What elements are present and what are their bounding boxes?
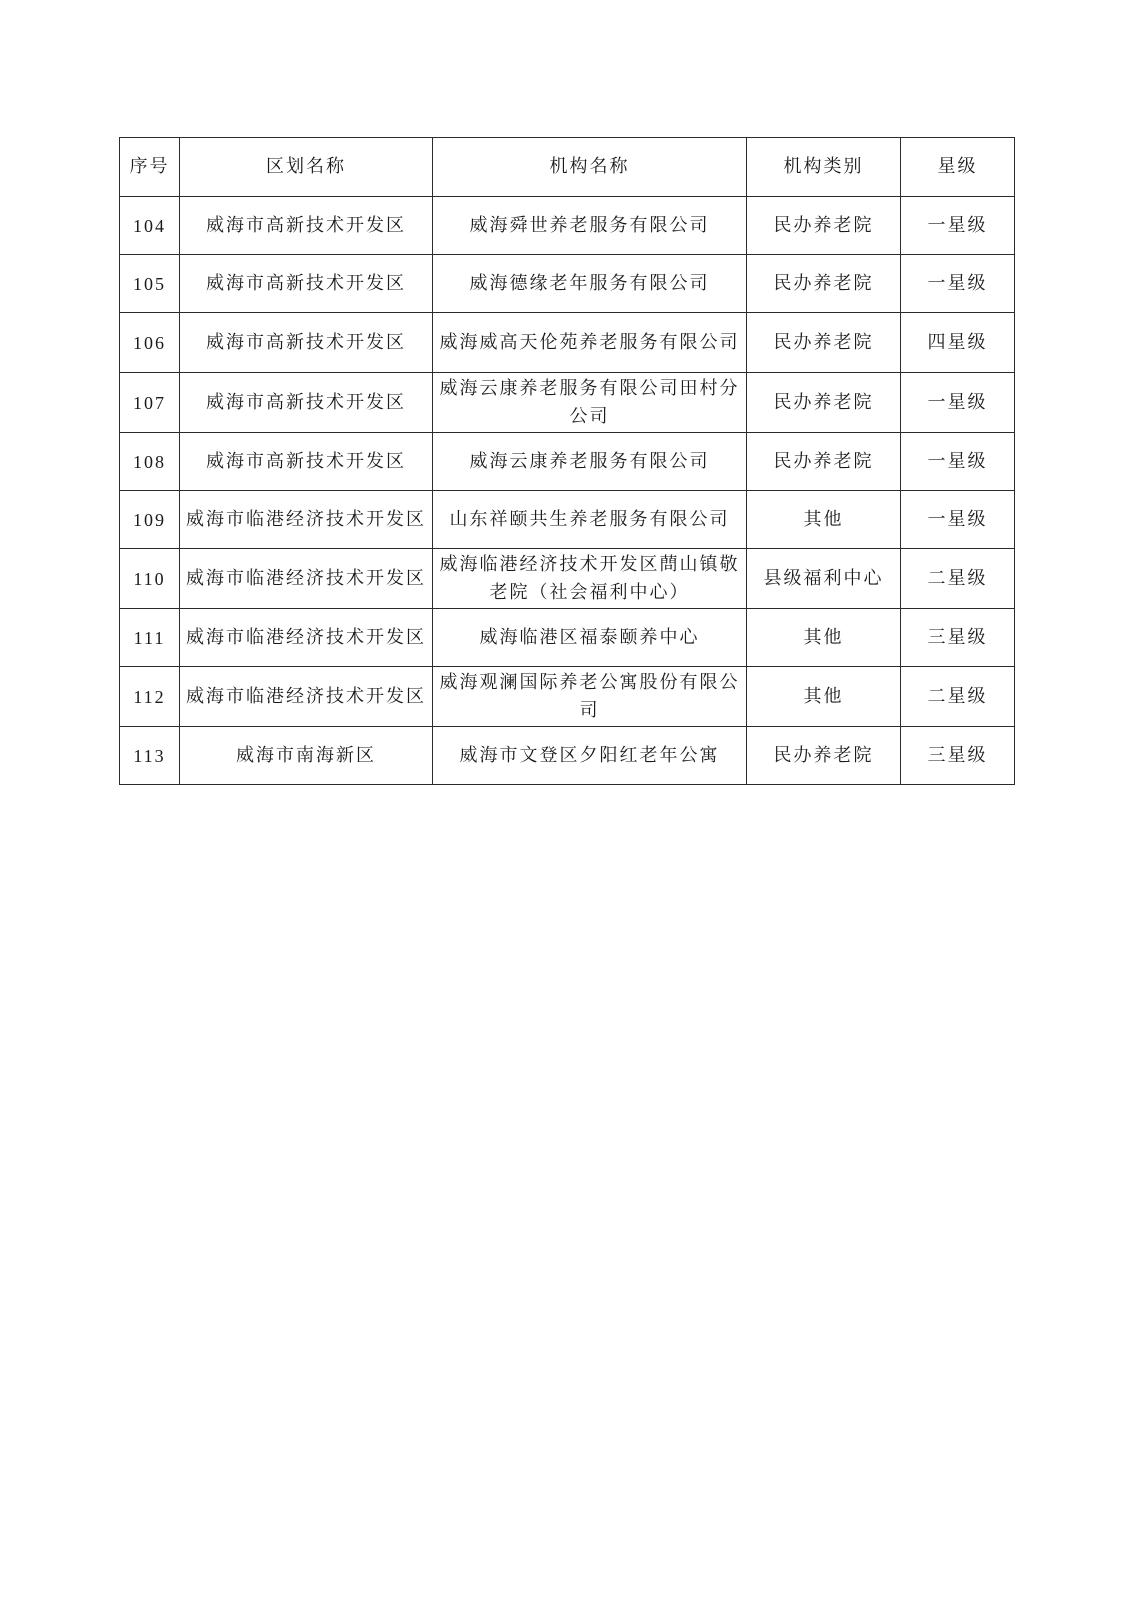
- header-name: 机构名称: [433, 138, 747, 197]
- cell-name: 威海舜世养老服务有限公司: [433, 197, 747, 255]
- cell-region: 威海市高新技术开发区: [180, 255, 433, 313]
- table-row: [120, 609, 1015, 667]
- cell-region: 威海市高新技术开发区: [180, 433, 433, 491]
- cell-name: 威海云康养老服务有限公司: [433, 433, 747, 491]
- table-body: [120, 197, 1015, 785]
- cell-region: 威海市临港经济技术开发区: [180, 667, 433, 727]
- cell-level: 一星级: [901, 255, 1015, 313]
- cell-name: 威海临港经济技术开发区蔄山镇敬老院（社会福利中心）: [433, 549, 747, 609]
- cell-level: 二星级: [901, 667, 1015, 727]
- cell-type: 其他: [747, 667, 901, 727]
- cell-name: 威海市文登区夕阳红老年公寓: [433, 727, 747, 785]
- cell-level: 一星级: [901, 373, 1015, 433]
- cell-seq: 113: [120, 727, 180, 785]
- cell-type: 民办养老院: [747, 197, 901, 255]
- header-level: 星级: [901, 138, 1015, 197]
- cell-level: 二星级: [901, 549, 1015, 609]
- cell-level: 三星级: [901, 609, 1015, 667]
- cell-name: 威海云康养老服务有限公司田村分公司: [433, 373, 747, 433]
- cell-seq: 107: [120, 373, 180, 433]
- cell-region: 威海市高新技术开发区: [180, 313, 433, 373]
- institution-table: [119, 137, 1015, 785]
- header-row: [120, 138, 1015, 197]
- header-seq: 序号: [120, 138, 180, 197]
- header-region: 区划名称: [180, 138, 433, 197]
- cell-seq: 105: [120, 255, 180, 313]
- cell-type: 民办养老院: [747, 255, 901, 313]
- cell-type: 其他: [747, 609, 901, 667]
- cell-region: 威海市南海新区: [180, 727, 433, 785]
- table-row: [120, 433, 1015, 491]
- cell-name: 威海临港区福泰颐养中心: [433, 609, 747, 667]
- table-row: [120, 197, 1015, 255]
- cell-type: 其他: [747, 491, 901, 549]
- cell-level: 一星级: [901, 491, 1015, 549]
- table-row: [120, 667, 1015, 727]
- cell-region: 威海市高新技术开发区: [180, 197, 433, 255]
- cell-level: 三星级: [901, 727, 1015, 785]
- cell-seq: 104: [120, 197, 180, 255]
- cell-level: 一星级: [901, 433, 1015, 491]
- table-row: [120, 373, 1015, 433]
- table-header: [120, 138, 1015, 197]
- cell-type: 民办养老院: [747, 373, 901, 433]
- cell-seq: 106: [120, 313, 180, 373]
- cell-seq: 111: [120, 609, 180, 667]
- cell-seq: 109: [120, 491, 180, 549]
- cell-level: 一星级: [901, 197, 1015, 255]
- cell-seq: 110: [120, 549, 180, 609]
- cell-type: 民办养老院: [747, 313, 901, 373]
- cell-name: 威海威高天伦苑养老服务有限公司: [433, 313, 747, 373]
- cell-type: 县级福利中心: [747, 549, 901, 609]
- cell-region: 威海市临港经济技术开发区: [180, 491, 433, 549]
- cell-name: 威海观澜国际养老公寓股份有限公司: [433, 667, 747, 727]
- cell-name: 山东祥颐共生养老服务有限公司: [433, 491, 747, 549]
- cell-level: 四星级: [901, 313, 1015, 373]
- cell-name: 威海德缘老年服务有限公司: [433, 255, 747, 313]
- cell-type: 民办养老院: [747, 727, 901, 785]
- cell-type: 民办养老院: [747, 433, 901, 491]
- cell-seq: 112: [120, 667, 180, 727]
- cell-region: 威海市高新技术开发区: [180, 373, 433, 433]
- table-row: [120, 727, 1015, 785]
- cell-region: 威海市临港经济技术开发区: [180, 549, 433, 609]
- table-row: [120, 491, 1015, 549]
- cell-seq: 108: [120, 433, 180, 491]
- table-row: [120, 313, 1015, 373]
- table-row: [120, 549, 1015, 609]
- cell-region: 威海市临港经济技术开发区: [180, 609, 433, 667]
- table-row: [120, 255, 1015, 313]
- header-type: 机构类别: [747, 138, 901, 197]
